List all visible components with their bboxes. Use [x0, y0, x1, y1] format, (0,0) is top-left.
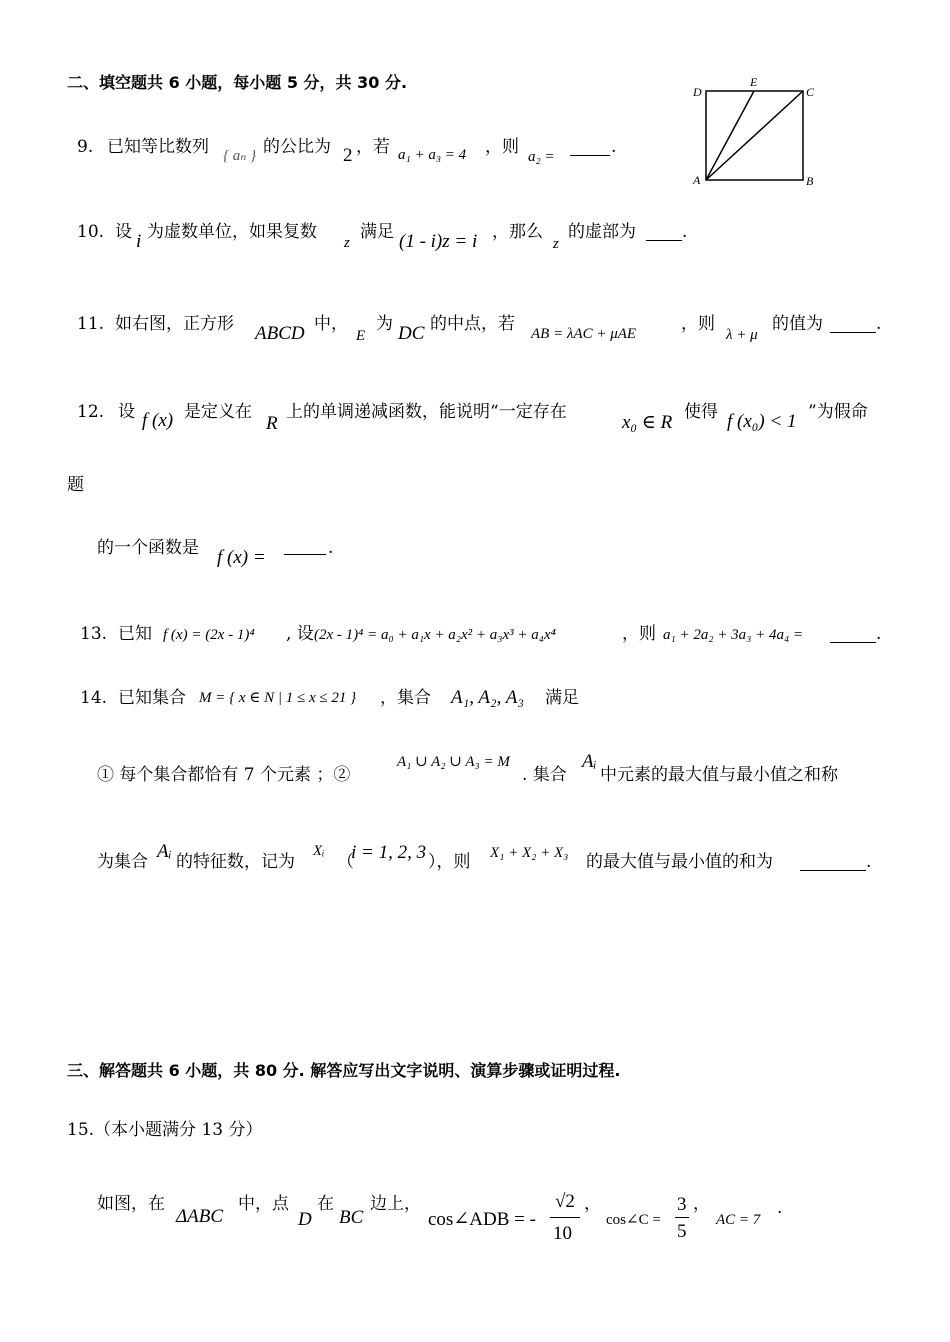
- q13-end: .: [876, 624, 882, 644]
- q11-text-3: 为: [376, 314, 393, 334]
- q15-ac: AC = 7: [716, 1212, 761, 1228]
- q14-text-4: . 集合: [522, 765, 567, 785]
- q15-cos-adb-lhs: cos∠ADB = -: [428, 1209, 536, 1230]
- q13-expansion: (2x - 1)⁴ = a₀ + a₁x + a₂x² + a₃x³ + a₄x⁴: [314, 627, 556, 643]
- q14-text-1: 已知集合: [118, 688, 186, 708]
- q11-e: E: [356, 328, 366, 344]
- q10-text-2: 为虚数单位，如果复数: [147, 222, 317, 242]
- q11-dc: DC: [398, 323, 425, 344]
- q15-fraction-bar-1: [550, 1217, 580, 1218]
- q10-z-2: z: [553, 236, 559, 252]
- q11-number: 11.: [77, 314, 105, 334]
- q9-sequence: { aₙ }: [223, 148, 257, 164]
- q14-ai-2: Aᵢ: [157, 841, 172, 862]
- q15-d: D: [298, 1209, 312, 1230]
- q12-number: 12.: [77, 402, 105, 422]
- q15-triangle: ΔABC: [176, 1206, 224, 1227]
- q14-index: i = 1, 2, 3: [351, 842, 427, 863]
- q12-function: f (x): [142, 410, 174, 431]
- q14-text-2: ，集合: [380, 688, 431, 708]
- segment-ae: [706, 91, 754, 180]
- q11-equation: AB = λAC + μAE: [531, 326, 637, 342]
- q10-i: i: [136, 231, 142, 252]
- q15-text-4: 边上，: [370, 1194, 421, 1214]
- q10-number: 10.: [77, 222, 105, 242]
- label-b: B: [806, 174, 814, 188]
- q14-end: .: [866, 852, 872, 872]
- q10-z: z: [344, 235, 350, 251]
- q11-square: ABCD: [255, 323, 305, 344]
- q13-ask: a₁ + 2a₂ + 3a₃ + 4a₄ =: [663, 627, 804, 643]
- q15-text-5: ，: [584, 1194, 601, 1214]
- q15-end: .: [777, 1198, 783, 1218]
- q14-xsum: X₁ + X₂ + X₃: [490, 845, 569, 861]
- label-e: E: [750, 75, 758, 89]
- label-c: C: [806, 85, 815, 99]
- q14-text-9: ），则: [428, 852, 471, 872]
- q14-sets-a: A₁, A₂, A₃: [451, 687, 524, 708]
- q14-text-8: （: [337, 852, 354, 872]
- q12-r: R: [266, 413, 278, 434]
- q14-union: A₁ ∪ A₂ ∪ A₃ = M: [397, 754, 510, 770]
- q11-text-6: 的值为: [772, 314, 823, 334]
- q15-cos-c-denominator: 5: [677, 1221, 687, 1242]
- section-heading-fill-in: 二、填空题共 6 小题，每小题 5 分，共 30 分.: [67, 73, 408, 92]
- q12-ask: f (x) =: [217, 547, 266, 568]
- q13-answer-blank: [830, 628, 876, 643]
- q14-text-3: 满足: [545, 688, 579, 708]
- q13-function: f (x) = (2x - 1)⁴: [163, 627, 255, 643]
- q14-text-10: 的最大值与最小值的和为: [586, 852, 773, 872]
- q15-cos-adb-numerator: √2: [555, 1191, 575, 1212]
- q11-text-2: 中，: [314, 314, 348, 334]
- q12-text-wrap: 题: [67, 475, 84, 495]
- q11-answer-blank: [830, 318, 876, 333]
- section-heading-answers: 三、解答题共 6 小题，共 80 分. 解答应写出文字说明、演算步骤或证明过程.: [67, 1061, 621, 1080]
- q9-text-2: 的公比为: [263, 137, 331, 157]
- q11-text-5: ，则: [681, 314, 715, 334]
- q14-text-5: 中元素的最大值与最小值之和称: [600, 765, 838, 785]
- q9-ratio: 2: [343, 145, 353, 166]
- q14-set-m: M = { x ∈ N | 1 ≤ x ≤ 21 }: [199, 690, 357, 706]
- q9-end: .: [611, 137, 617, 157]
- segment-ac: [706, 91, 803, 180]
- q12-text-5: ”为假命: [808, 402, 868, 422]
- q14-ai: Aᵢ: [582, 751, 597, 772]
- q12-text-2: 是定义在: [184, 402, 252, 422]
- label-d: D: [693, 85, 702, 99]
- q15-heading: 15.（本小题满分 13 分）: [67, 1120, 263, 1140]
- q10-text-4: ，那么: [492, 222, 543, 242]
- q15-bc: BC: [339, 1207, 364, 1228]
- q10-text-3: 满足: [360, 222, 394, 242]
- q12-text-4: 使得: [684, 402, 718, 422]
- q14-number: 14.: [80, 688, 108, 708]
- q11-end: .: [876, 314, 882, 334]
- q10-end: .: [682, 222, 688, 242]
- q13-text-3: ，则: [622, 624, 656, 644]
- q10-text-5: 的虚部为: [568, 222, 636, 242]
- q14-text-6: 为集合: [97, 852, 148, 872]
- q9-answer-blank: [570, 141, 610, 156]
- q12-text-6: 的一个函数是: [97, 538, 199, 558]
- q15-text-6: ，: [693, 1194, 710, 1214]
- q12-text-1: 设: [118, 402, 135, 422]
- q15-cos-adb-denominator: 10: [553, 1223, 572, 1244]
- q9-text-4: ，则: [485, 137, 519, 157]
- q14-text-7: 的特征数，记为: [176, 852, 295, 872]
- q14-answer-blank: [800, 856, 866, 871]
- q11-sum: λ + μ: [726, 327, 758, 343]
- q12-answer-blank: [284, 540, 326, 555]
- q15-text-3: 在: [317, 1194, 334, 1214]
- q15-fraction-bar-2: [675, 1217, 689, 1218]
- q12-end: .: [328, 538, 334, 558]
- label-a: A: [693, 173, 701, 187]
- q12-inequality: f (x₀) < 1: [727, 411, 797, 432]
- q14-xi: Xᵢ: [313, 843, 325, 859]
- q15-text-2: 中，点: [238, 1194, 289, 1214]
- q11-text-4: 的中点，若: [430, 314, 515, 334]
- q15-cos-c-lhs: cos∠C =: [606, 1212, 661, 1228]
- square-figure: [690, 74, 820, 190]
- q11-text-1: 如右图，正方形: [115, 314, 234, 334]
- q9-text-3: ，若: [356, 137, 390, 157]
- q9-ask: a₂ =: [528, 149, 555, 165]
- q9-text-1: 已知等比数列: [107, 137, 209, 157]
- q13-text-2: , 设: [286, 624, 314, 644]
- q10-equation: (1 - i)z = i: [399, 231, 478, 252]
- q12-text-3: 上的单调递减函数，能说明“一定存在: [286, 402, 567, 422]
- q12-x0: x₀ ∈ R: [622, 412, 673, 433]
- q9-number: 9.: [77, 137, 94, 157]
- q14-condition-1: ① 每个集合都恰有 7 个元素 ；②: [97, 765, 351, 785]
- q15-text-1: 如图，在: [97, 1194, 165, 1214]
- q9-condition: a₁ + a₃ = 4: [398, 147, 467, 163]
- q13-number: 13.: [80, 624, 108, 644]
- q10-text-1: 设: [115, 222, 132, 242]
- q13-text-1: 已知: [118, 624, 152, 644]
- q10-answer-blank: [646, 226, 682, 241]
- q15-cos-c-numerator: 3: [677, 1194, 687, 1215]
